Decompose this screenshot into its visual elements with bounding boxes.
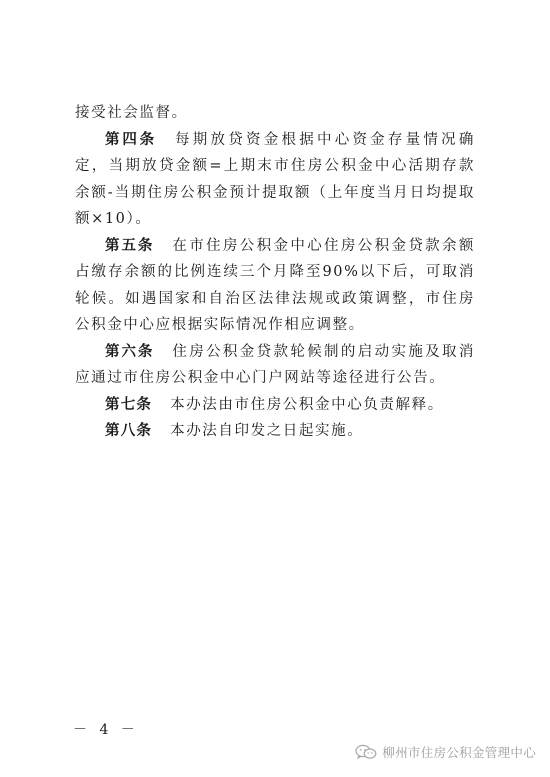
wechat-watermark [355, 743, 536, 761]
article-6 [75, 339, 475, 392]
article-text: 本办法由市住房公积金中心负责解释。 [170, 396, 444, 413]
article-8 [75, 418, 475, 445]
article-text: 本办法自印发之日起实施。 [170, 423, 364, 439]
document-body [75, 100, 475, 445]
wechat-icon [355, 744, 377, 760]
article-heading: 第六条 [105, 343, 155, 360]
article-text: 每期放贷资金根据中心资金存量情况确定，当期放贷金额=上期末市住房公积金中心活期存款余额-当期住房公积金预计提取额（上年度当月日均提取额×10）。 [75, 131, 475, 227]
article-heading: 第八条 [105, 423, 153, 439]
paragraph-text: 接受社会监督。 [75, 105, 188, 121]
page-number: － 4 － [73, 722, 139, 738]
article-heading: 第七条 [105, 396, 153, 413]
article-heading: 第四条 [105, 131, 158, 148]
article-4 [75, 127, 475, 233]
article-7 [75, 392, 475, 419]
article-5 [75, 233, 475, 339]
paragraph-continuation [75, 100, 475, 127]
article-heading: 第五条 [105, 237, 155, 254]
watermark-text: 柳州市住房公积金管理中心 [382, 745, 536, 760]
article-text: 在市住房公积金中心住房公积金贷款余额占缴存余额的比例连续三个月降至90%以下后，可取消轮候。如遇国家和自治区法律法规或政策调整，市住房公积金中心应根据实际情况作相应调整。 [75, 237, 475, 333]
article-text: 住房公积金贷款轮候制的启动实施及取消应通过市住房公积金中心门户网站等途径进行公告。 [75, 343, 475, 386]
